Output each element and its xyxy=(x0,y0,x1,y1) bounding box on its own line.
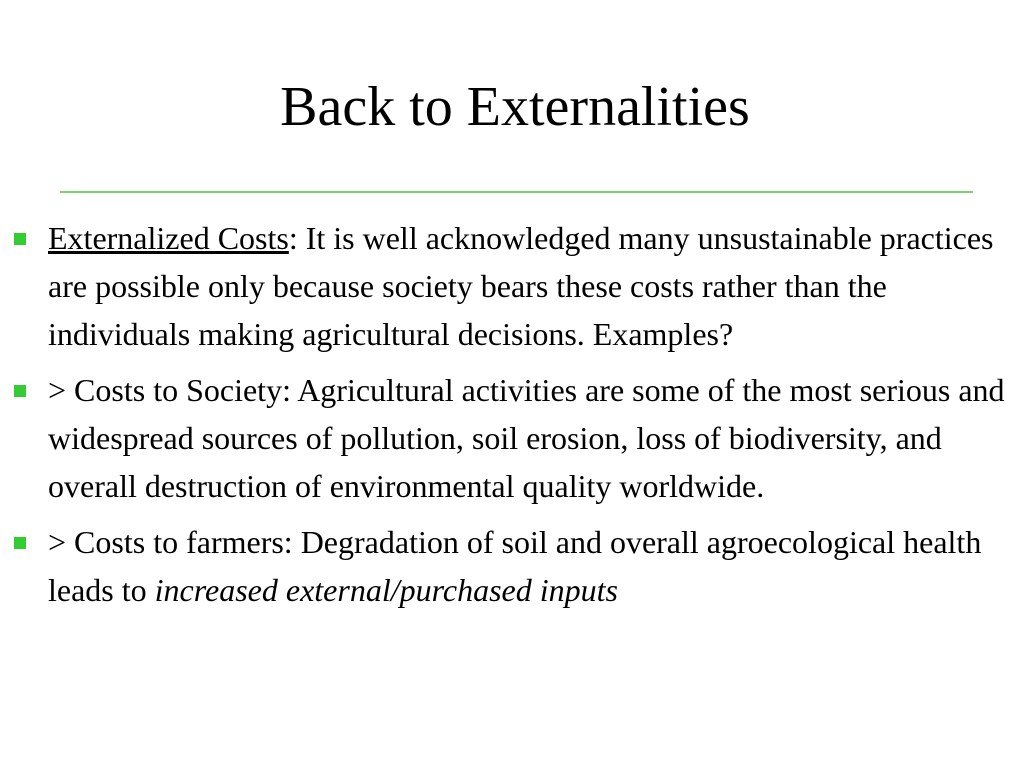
bullet-externalized-costs xyxy=(0,214,1024,358)
square-bullet-icon xyxy=(14,385,26,397)
bullet-text: > Costs to farmers: Degradation of soil and overall agroecological health leads to xyxy=(48,524,982,608)
bullet-text: > Costs to Society: Agricultural activities are some of the most serious and widespread sources of pollution, soil erosion, loss of biodiversity, and overall destruction of environmental quality worldwide. xyxy=(48,372,1005,504)
bullet-text: : It is well acknowledged many unsustainable practices are possible only because society bears these costs rather than the individuals making agricultural decisions. Examples? xyxy=(48,220,994,352)
square-bullet-icon xyxy=(14,233,26,245)
bullet-costs-to-farmers xyxy=(0,518,1024,614)
bullet-costs-to-society xyxy=(0,366,1024,510)
square-bullet-icon xyxy=(14,537,26,549)
slide-title: Back to Externalities xyxy=(280,76,750,138)
bullet-emphasis: increased external/purchased inputs xyxy=(154,572,618,608)
title-divider xyxy=(60,191,973,193)
bullet-term: Externalized Costs xyxy=(48,220,289,256)
bullet-list xyxy=(0,214,1024,622)
